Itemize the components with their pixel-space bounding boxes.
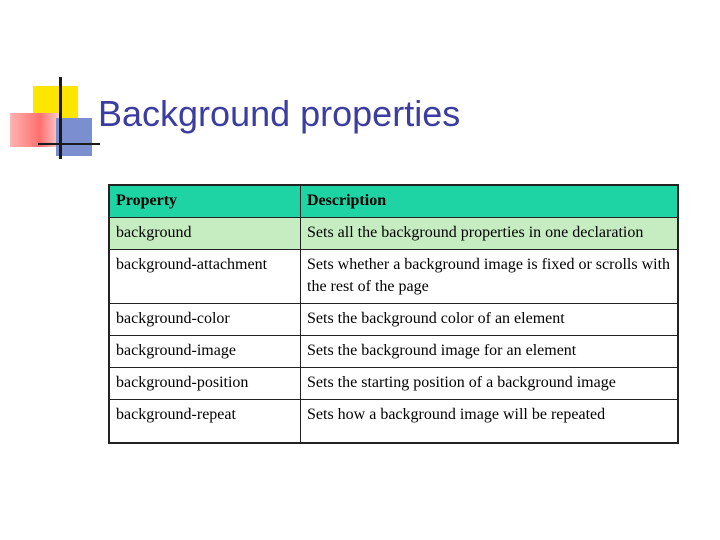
properties-table xyxy=(108,184,679,444)
cell-property: background-image xyxy=(109,336,301,368)
cell-property: background-color xyxy=(109,304,301,336)
cell-property: background-attachment xyxy=(109,250,301,304)
cell-property: background-repeat xyxy=(109,400,301,444)
table-header-row xyxy=(109,185,678,218)
table-row xyxy=(109,218,678,250)
cell-property: background-position xyxy=(109,368,301,400)
cell-description: Sets the background image for an element xyxy=(301,336,679,368)
cell-property: background xyxy=(109,218,301,250)
table-row xyxy=(109,304,678,336)
cell-description: Sets the background color of an element xyxy=(301,304,679,336)
cell-description: Sets the starting position of a background image xyxy=(301,368,679,400)
header-description: Description xyxy=(301,185,679,218)
deco-pink-bar xyxy=(10,113,60,147)
cell-description: Sets how a background image will be repeated xyxy=(301,400,679,444)
cell-description: Sets all the background properties in one declaration xyxy=(301,218,679,250)
slide-title: Background properties xyxy=(98,93,461,134)
decorative-corner-graphic xyxy=(0,0,100,170)
deco-vertical-line xyxy=(59,77,62,159)
table-row xyxy=(109,336,678,368)
table-row xyxy=(109,368,678,400)
deco-horizontal-line xyxy=(38,143,100,145)
table-row xyxy=(109,400,678,444)
header-property: Property xyxy=(109,185,301,218)
table-row xyxy=(109,250,678,304)
cell-description: Sets whether a background image is fixed or scrolls with the rest of the page xyxy=(301,250,679,304)
